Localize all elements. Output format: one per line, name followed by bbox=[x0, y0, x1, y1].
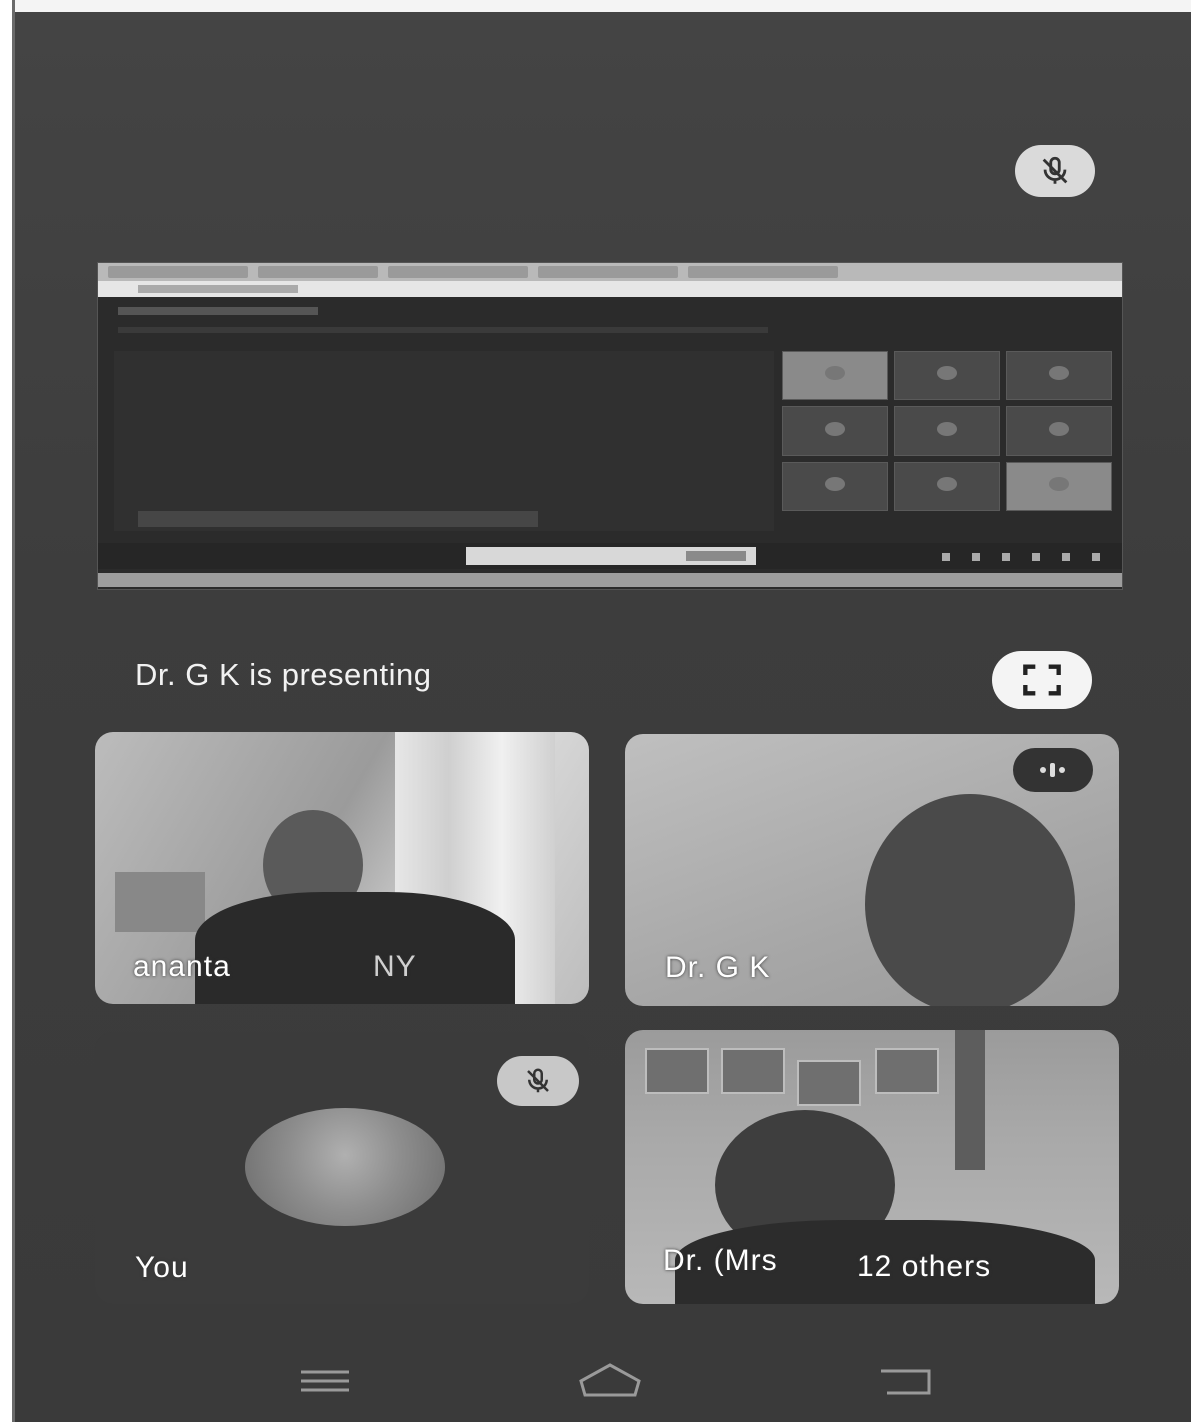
shared-taskbar bbox=[98, 573, 1122, 587]
shared-participant-grid bbox=[782, 351, 1112, 511]
participant-tile-ananta[interactable] bbox=[95, 732, 589, 1004]
participant-head bbox=[865, 794, 1075, 1006]
shared-tile bbox=[894, 406, 1000, 455]
shared-tab bbox=[388, 266, 528, 278]
mic-off-icon bbox=[523, 1066, 553, 1096]
shared-page-subheader bbox=[118, 327, 768, 333]
shared-browser-tabbar bbox=[98, 263, 1122, 281]
recent-apps-icon bbox=[297, 1366, 353, 1396]
participant-name: You bbox=[135, 1251, 189, 1284]
wall-frame bbox=[797, 1060, 861, 1106]
shared-screen-view[interactable] bbox=[97, 262, 1123, 590]
back-button[interactable] bbox=[865, 1356, 945, 1406]
mic-off-icon bbox=[1038, 154, 1072, 188]
shared-tab bbox=[258, 266, 378, 278]
fullscreen-icon bbox=[1022, 663, 1062, 697]
presenting-label: Dr. G K is presenting bbox=[135, 657, 432, 692]
shared-toast bbox=[466, 547, 756, 565]
shared-controls bbox=[942, 553, 1102, 561]
shared-stage bbox=[114, 351, 774, 531]
system-nav-bar bbox=[15, 1332, 1191, 1422]
shared-tab bbox=[688, 266, 838, 278]
shared-page-header bbox=[118, 307, 318, 315]
shared-caption bbox=[138, 511, 538, 527]
back-icon bbox=[875, 1363, 935, 1399]
shared-tile bbox=[1006, 406, 1112, 455]
shared-tile bbox=[782, 406, 888, 455]
shared-tile bbox=[782, 462, 888, 511]
audio-level-icon bbox=[1033, 759, 1073, 781]
shared-tile bbox=[894, 351, 1000, 400]
participant-body bbox=[195, 892, 515, 1004]
background-shelf bbox=[115, 872, 205, 932]
shared-tile bbox=[894, 462, 1000, 511]
meeting-screen bbox=[15, 12, 1191, 1422]
shared-tab bbox=[108, 266, 248, 278]
mic-off-indicator bbox=[497, 1056, 579, 1106]
participant-name: Dr. (Mrs bbox=[663, 1244, 778, 1277]
participant-tile-others[interactable] bbox=[625, 1030, 1119, 1304]
wall-frame bbox=[721, 1048, 785, 1094]
avatar bbox=[245, 1108, 445, 1226]
participant-tile-dr-gk[interactable] bbox=[625, 734, 1119, 1006]
shared-address-bar bbox=[98, 281, 1122, 297]
wall-frame bbox=[645, 1048, 709, 1094]
shared-tile bbox=[1006, 351, 1112, 400]
shared-tile bbox=[782, 351, 888, 400]
shared-tab bbox=[538, 266, 678, 278]
shared-tile bbox=[1006, 462, 1112, 511]
flag-pole bbox=[955, 1030, 985, 1170]
home-icon bbox=[575, 1361, 645, 1401]
participant-tile-you[interactable] bbox=[95, 1032, 589, 1304]
shirt-text: NY bbox=[373, 950, 417, 983]
others-count: 12 others bbox=[857, 1250, 992, 1283]
home-button[interactable] bbox=[565, 1356, 655, 1406]
mic-off-button[interactable] bbox=[1015, 145, 1095, 197]
speaking-indicator bbox=[1013, 748, 1093, 792]
scan-edge bbox=[0, 0, 15, 1422]
wall-frame bbox=[875, 1048, 939, 1094]
fullscreen-button[interactable] bbox=[992, 651, 1092, 709]
participant-name: Dr. G K bbox=[665, 951, 771, 984]
recent-apps-button[interactable] bbox=[285, 1356, 365, 1406]
participant-name: ananta bbox=[133, 950, 231, 983]
